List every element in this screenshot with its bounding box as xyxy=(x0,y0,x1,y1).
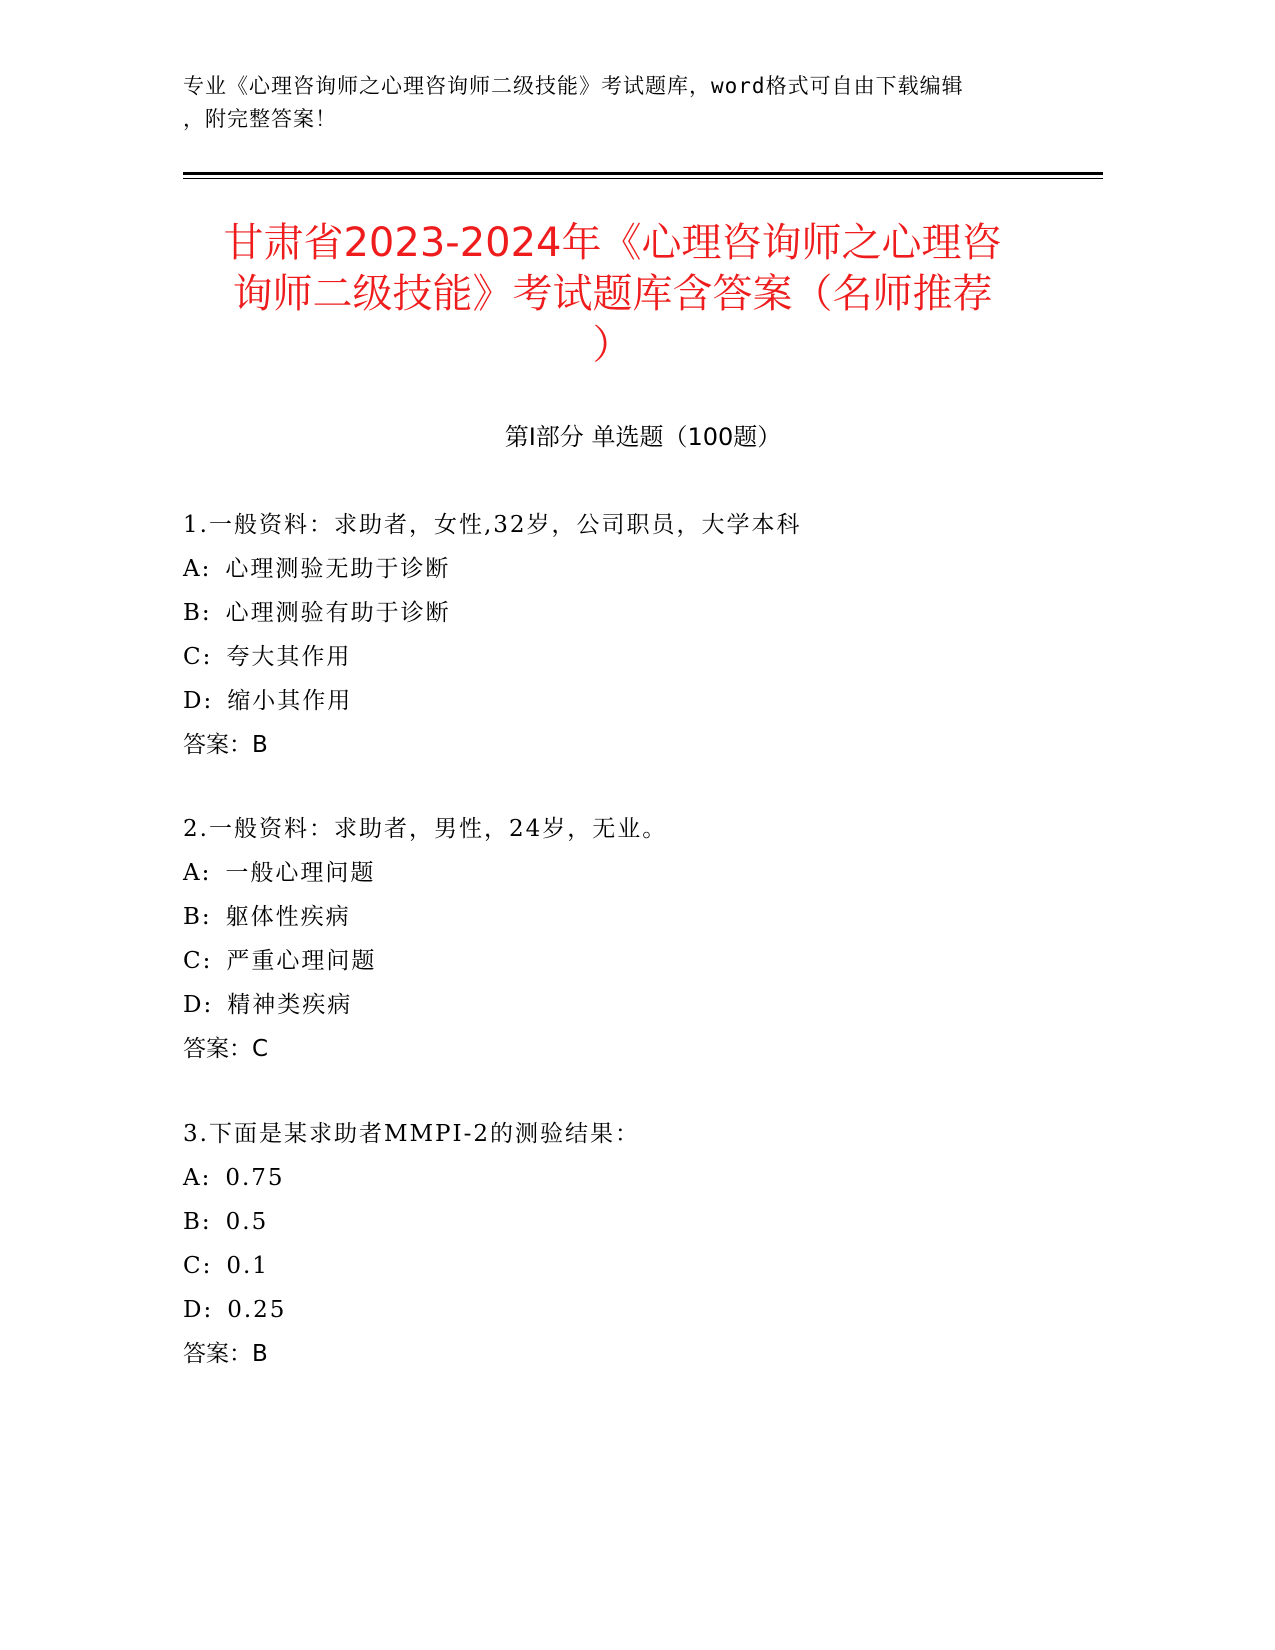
document-title-line-3: ） xyxy=(592,322,633,368)
header-note-line-2: ，附完整答案！ xyxy=(183,107,337,131)
option-letter: C: xyxy=(183,948,213,974)
answer-line: 答案：B xyxy=(183,1341,268,1367)
option-text: 心理测验有助于诊断 xyxy=(225,600,451,626)
option-d xyxy=(183,1288,1083,1332)
option-d xyxy=(183,679,1083,723)
option-letter: D: xyxy=(183,688,214,714)
option-a xyxy=(183,1156,1083,1200)
option-text: 0.1 xyxy=(226,1253,269,1279)
answer-line: 答案：B xyxy=(183,732,268,758)
question-2 xyxy=(183,807,1083,1071)
option-letter: D: xyxy=(183,1297,214,1323)
option-text: 0.5 xyxy=(225,1209,269,1235)
option-text: 精神类疾病 xyxy=(227,992,353,1018)
question-1 xyxy=(183,503,1083,767)
header-divider-thin xyxy=(183,178,1103,179)
option-a xyxy=(183,547,1083,591)
document-title-line-2: 询师二级技能》考试题库含答案（名师推荐 xyxy=(232,271,993,317)
question-3 xyxy=(183,1112,1083,1376)
question-stem: 1.一般资料：求助者，女性,32岁，公司职员，大学本科 xyxy=(183,512,802,538)
question-stem: 3.下面是某求助者MMPI-2的测验结果： xyxy=(183,1121,641,1147)
document-title-line-1: 甘肃省2023-2024年《心理咨询师之心理咨 xyxy=(223,220,1002,266)
option-letter: B: xyxy=(183,600,212,626)
option-letter: D: xyxy=(183,992,214,1018)
option-c xyxy=(183,1244,1083,1288)
option-letter: B: xyxy=(183,904,212,930)
option-letter: A: xyxy=(183,1165,212,1191)
option-text: 夸大其作用 xyxy=(226,644,352,670)
option-b xyxy=(183,591,1083,635)
option-b xyxy=(183,1200,1083,1244)
option-letter: B: xyxy=(183,1209,212,1235)
option-text: 躯体性疾病 xyxy=(225,904,351,930)
section-heading: 第I部分 单选题（100题） xyxy=(504,423,782,451)
header-note xyxy=(183,70,1063,136)
header-divider-thick xyxy=(183,172,1103,175)
option-text: 心理测验无助于诊断 xyxy=(225,556,451,582)
option-letter: A: xyxy=(183,556,212,582)
option-text: 0.75 xyxy=(225,1165,285,1191)
option-text: 一般心理问题 xyxy=(225,860,376,886)
answer-line: 答案：C xyxy=(183,1036,269,1062)
option-text: 0.25 xyxy=(227,1297,287,1323)
option-letter: C: xyxy=(183,1253,213,1279)
option-d xyxy=(183,983,1083,1027)
option-b xyxy=(183,895,1083,939)
option-text: 严重心理问题 xyxy=(226,948,377,974)
header-note-line-1: 专业《心理咨询师之心理咨询师二级技能》考试题库，word格式可自由下载编辑 xyxy=(183,74,964,98)
option-letter: A: xyxy=(183,860,212,886)
option-letter: C: xyxy=(183,644,213,670)
option-c xyxy=(183,635,1083,679)
document-title xyxy=(185,218,1040,371)
option-text: 缩小其作用 xyxy=(227,688,353,714)
question-stem: 2.一般资料：求助者，男性，24岁，无业。 xyxy=(183,816,668,842)
option-c xyxy=(183,939,1083,983)
option-a xyxy=(183,851,1083,895)
